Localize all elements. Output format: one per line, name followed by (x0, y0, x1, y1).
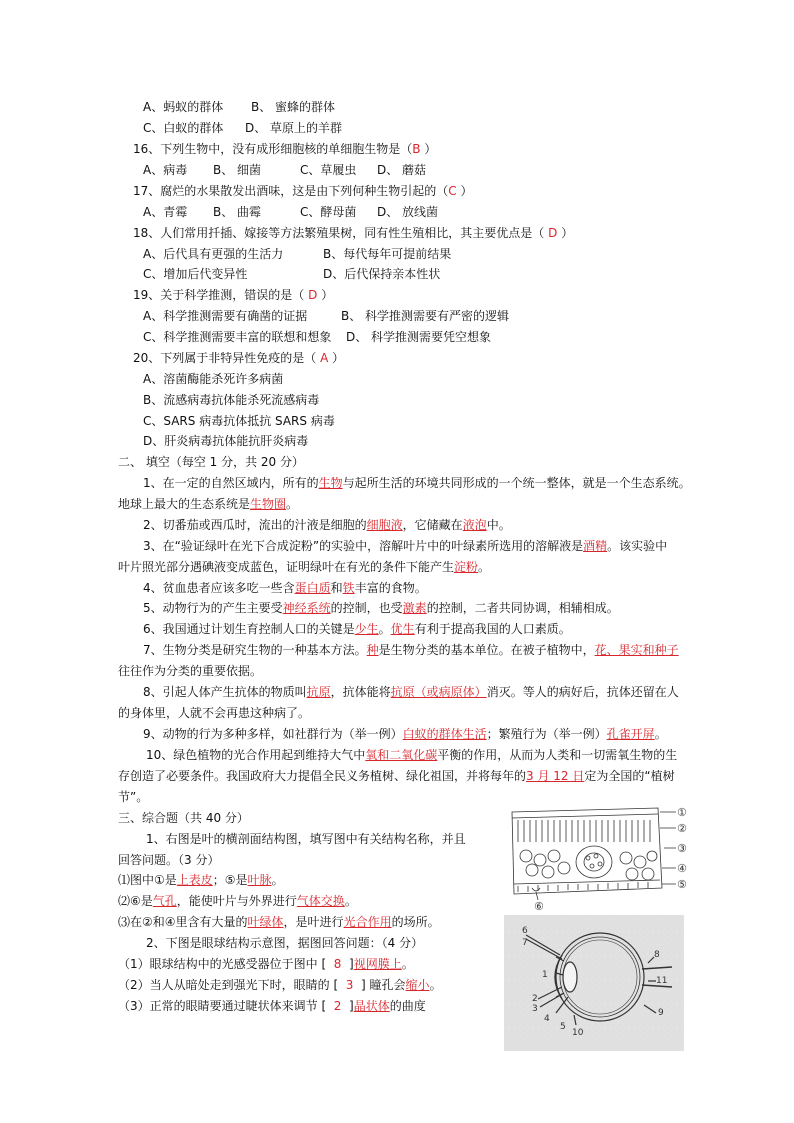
answer: 神经系统 (282, 601, 331, 615)
eyeball-structure-figure (504, 915, 684, 1051)
q18-option-b: B、每代每年可提前结果 (323, 247, 452, 261)
q17-option-a: A、青霉 (143, 205, 188, 219)
eye-label-6: 6 (522, 926, 528, 936)
q16-answer: B (412, 142, 421, 156)
fill-5: 5、动物行为的产生主要受神经系统的控制，也受激素的控制，二者共同协调，相辅相成。 (143, 601, 619, 615)
leaf-label-6: ⑥ (534, 900, 544, 912)
q15-option-d: D、 草原上的羊群 (245, 121, 343, 135)
answer: 蛋白质 (294, 581, 331, 595)
answer: 花、果实和种子 (594, 643, 679, 657)
answer: 叶绿体 (247, 915, 284, 929)
q18-stem: 18、人们常用扦插、嫁接等方法繁殖果树，同有性生殖相比，其主要优点是（ D ） (133, 226, 574, 240)
c2-sub1: （1）眼球结构中的光感受器位于图中 [ 8 ]视网膜上。 (118, 957, 414, 971)
fill-10-line3: 节”。 (118, 790, 149, 804)
section2-title: 二、 填空（每空 1 分，共 20 分） (118, 455, 304, 469)
q19-option-a: A、科学推测需要有确凿的证据 (143, 309, 308, 323)
leaf-cross-section-figure (508, 804, 694, 912)
q19-option-b: B、 科学推测需要有严密的逻辑 (341, 309, 510, 323)
fill-8-line1: 8、引起人体产生抗体的物质叫抗原，抗体能将抗原（或病原体）消灭。等人的病好后，抗体还留在人 (143, 685, 679, 699)
fill-1-line1: 1、在一定的自然区域内，所有的生物与起所生活的环境共同形成的一个统一整体，就是一个生态系统。 (143, 476, 691, 490)
answer: 气孔 (152, 894, 177, 908)
fill-3-line1: 3、在“验证绿叶在光下合成淀粉”的实验中，溶解叶片中的叶绿素所选用的溶解液是酒精。该实验中 (143, 539, 668, 553)
leaf-label-1: ① (677, 806, 687, 819)
q17-option-d: D、 放线菌 (377, 205, 439, 219)
eye-label-3: 3 (532, 1004, 538, 1014)
fill-6: 6、我国通过计划生育控制人口的关键是少生。优生有利于提高我国的人口素质。 (143, 622, 571, 636)
fill-10-line2: 存创造了必要条件。我国政府大力提倡全民义务植树、绿化祖国，并将每年的3 月 12 日定为全国的“植树 (118, 769, 675, 783)
answer: 气体交换 (296, 894, 345, 908)
answer: 视网膜上 (353, 957, 402, 971)
section3-title: 三、综合题（共 40 分） (118, 811, 249, 825)
fill-7-line1: 7、生物分类是研究生物的一种基本方法。种是生物分类的基本单位。在被子植物中，花、果实和种子 (143, 643, 679, 657)
c2-sub2: （2）当人从暗处走到强光下时，眼睛的 [ 3 ] 瞳孔会缩小。 (118, 978, 442, 992)
answer: 抗原（或病原体） (390, 685, 487, 699)
q19-option-d: D、 科学推测需要凭空想象 (346, 330, 492, 344)
answer: 种 (366, 643, 379, 657)
answer: 生物 (318, 476, 343, 490)
q18-option-d: D、后代保持亲本性状 (323, 267, 441, 281)
eye-label-9: 9 (658, 1008, 664, 1018)
eye-label-7: 7 (522, 938, 528, 948)
answer: 上表皮 (176, 873, 213, 887)
q17-stem: 17、腐烂的水果散发出酒味，这是由下列何种生物引起的（C ） (133, 184, 473, 198)
answer: 淀粉 (454, 560, 479, 574)
leaf-label-4: ④ (677, 862, 687, 875)
c1-sub3: ⑶在②和④里含有大量的叶绿体，是叶进行光合作用的场所。 (118, 915, 440, 929)
q15-option-a: A、蚂蚁的群体 (143, 100, 224, 114)
eye-label-5: 5 (560, 1022, 566, 1032)
eye-label-8: 8 (654, 950, 660, 960)
q20-option-a: A、溶菌酶能杀死许多病菌 (143, 372, 284, 386)
eye-label-1: 1 (542, 970, 548, 980)
fill-4: 4、贫血患者应该多吃一些含蛋白质和铁丰富的食物。 (143, 581, 427, 595)
q16-option-c: C、草履虫 (300, 163, 357, 177)
leaf-label-5: ⑤ (677, 878, 687, 891)
q20-answer: A (320, 351, 329, 365)
answer: 孔雀开屏 (606, 727, 655, 741)
q17-option-c: C、酵母菌 (300, 205, 357, 219)
q17-option-b: B、 曲霉 (213, 205, 262, 219)
q19-option-c: C、科学推测需要丰富的联想和想象 (143, 330, 332, 344)
leaf-diagram (508, 804, 694, 912)
q18-answer: D (548, 226, 558, 240)
c1-intro-1: 1、右图是叶的横剖面结构图，填写图中有关结构名称，并且 (146, 832, 466, 846)
fill-10-line1: 10、绿色植物的光合作用起到维持大气中氧和二氧化碳平衡的作用，从而为人类和一切需氧生物的生 (146, 748, 678, 762)
answer: 细胞液 (366, 518, 403, 532)
q18-option-a: A、后代具有更强的生活力 (143, 247, 284, 261)
q15-option-c: C、白蚁的群体 (143, 121, 224, 135)
answer: 激素 (402, 601, 427, 615)
answer: 3 月 12 日 (526, 769, 585, 783)
c1-sub2: ⑵⑥是气孔，能使叶片与外界进行气体交换。 (118, 894, 357, 908)
q20-option-b: B、流感病毒抗体能杀死流感病毒 (143, 393, 320, 407)
eye-label-4: 4 (544, 1014, 550, 1024)
q19-answer: D (308, 288, 318, 302)
fill-1-line2: 地球上最大的生态系统是生物圈。 (118, 497, 299, 511)
answer: 白蚁的群体生活 (402, 727, 487, 741)
eye-label-2: 2 (532, 994, 538, 1004)
q20-option-d: D、肝炎病毒抗体能抗肝炎病毒 (143, 434, 309, 448)
q16-stem: 16、下列生物中，没有成形细胞核的单细胞生物是（B ） (133, 142, 437, 156)
answer: 缩小 (405, 978, 430, 992)
q20-stem: 20、下列属于非特异性免疫的是（ A ） (133, 351, 345, 365)
q16-option-d: D、 蘑菇 (377, 163, 427, 177)
q16-option-a: A、病毒 (143, 163, 188, 177)
q19-stem: 19、关于科学推测，错误的是（ D ） (133, 288, 334, 302)
answer: 少生 (354, 622, 379, 636)
fill-3-line2: 叶片照光部分遇碘液变成蓝色，证明绿叶在有光的条件下能产生淀粉。 (118, 560, 491, 574)
q17-answer: C (448, 184, 457, 198)
c1-sub1: ⑴图中①是上表皮；⑤是叶脉。 (118, 873, 284, 887)
fill-8-line2: 的身体里，人就不会再患这种病了。 (118, 706, 311, 720)
answer: 氧和二氧化碳 (365, 748, 438, 762)
q20-option-c: C、SARS 病毒抗体抵抗 SARS 病毒 (143, 414, 335, 428)
fill-7-line2: 往往作为分类的重要依据。 (118, 664, 263, 678)
q16-option-b: B、 细菌 (213, 163, 262, 177)
answer: 晶状体 (353, 999, 390, 1013)
leaf-label-3: ③ (677, 842, 687, 855)
q15-option-b: B、 蜜蜂的群体 (251, 100, 336, 114)
answer: 铁 (342, 581, 355, 595)
answer: 优生 (390, 622, 415, 636)
answer: 叶脉 (247, 873, 272, 887)
q18-option-c: C、增加后代变异性 (143, 267, 248, 281)
fill-2: 2、切番茄或西瓜时，流出的汁液是细胞的细胞液，它储藏在液泡中。 (143, 518, 511, 532)
answer: 光合作用 (343, 915, 392, 929)
c2-intro: 2、下图是眼球结构示意图，据图回答问题：（4 分） (146, 936, 424, 950)
c1-intro-2: 回答问题。（3 分） (118, 853, 220, 867)
eye-label-10: 10 (572, 1028, 584, 1038)
leaf-label-2: ② (677, 822, 687, 835)
eye-diagram (504, 915, 684, 1051)
answer: 酒精 (583, 539, 608, 553)
c2-sub3: （3）正常的眼睛要通过睫状体来调节 [ 2 ]晶状体的曲度 (118, 999, 426, 1013)
fill-9: 9、动物的行为多种多样，如社群行为（举一例）白蚁的群体生活；繁殖行为（举一例）孔雀开屏。 (143, 727, 667, 741)
eye-label-11: 11 (656, 976, 668, 986)
answer: 液泡 (462, 518, 487, 532)
answer: 抗原 (306, 685, 331, 699)
answer: 生物圈 (250, 497, 287, 511)
